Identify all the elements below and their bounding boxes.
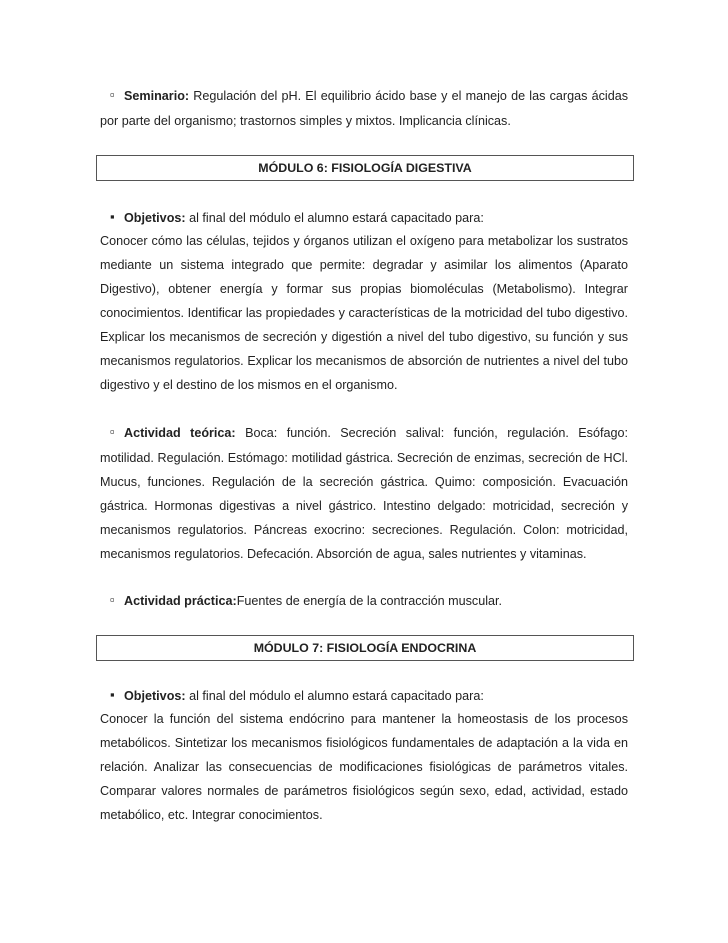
hollow-square-bullet-icon xyxy=(110,588,124,614)
module-7-title: MÓDULO 7: FISIOLOGÍA ENDOCRINA xyxy=(253,641,477,655)
objetivos-intro: al final del módulo el alumno estará capacitado para: xyxy=(185,689,484,703)
practica-label: Actividad práctica: xyxy=(124,594,237,608)
module-6-header xyxy=(96,155,634,181)
seminario-paragraph xyxy=(100,83,628,133)
module-6-title: MÓDULO 6: FISIOLOGÍA DIGESTIVA xyxy=(258,161,472,175)
hollow-square-bullet-icon xyxy=(110,83,124,109)
seminario-text: Regulación del pH. El equilibrio ácido base y el manejo de las cargas ácidas por parte del organismo; trastornos simples y mixtos. Implicancia clínicas. xyxy=(100,89,628,128)
module-6-teorica-paragraph xyxy=(100,420,628,566)
teorica-label: Actividad teórica: xyxy=(124,426,236,440)
filled-square-bullet-icon xyxy=(110,205,124,231)
teorica-text: Boca: función. Secreción salival: función, regulación. Esófago: motilidad. Regulación. Estómago: motilidad gástrica. Secreción de enzimas, secreción de HCl. Mucus, funciones. Regulación de la secreción gástrica. Quimo: composición. Evacuación gástrica. Hormonas digestivas a nivel gástrico. Intestino delgado: motricidad, secreción y mecanismos regulatorios. Páncreas exocrino: secreciones. Regulación. Colon: motricidad, mecanismos regulatorios. Defecación. Absorción de agua, sales nutrientes y vitaminas. xyxy=(100,426,628,561)
module-7-objetivos-heading xyxy=(100,683,628,709)
practica-text: Fuentes de energía de la contracción muscular. xyxy=(236,594,503,608)
seminario-label: Seminario: xyxy=(124,89,190,103)
module-6-objetivos-text: Conocer cómo las células, tejidos y órganos utilizan el oxígeno para metabolizar los sustratos mediante un sistema integrado que permite: degradar y asimilar los alimentos (Aparato Digestivo), obtener energía y formar sus propias biomoléculas (Metabolismo). Integrar conocimientos. Identificar las propiedades y características de la motricidad del tubo digestivo. Explicar los mecanismos de secreción y digestión a nivel del tubo digestivo, su función y sus mecanismos regulatorios. Explicar los mecanismos de absorción de nutrientes a nivel del tubo digestivo y el destino de los mismos en el organismo. xyxy=(100,234,628,392)
objetivos-intro: al final del módulo el alumno estará capacitado para: xyxy=(185,211,484,225)
module-6-objetivos-heading xyxy=(100,205,628,231)
filled-square-bullet-icon xyxy=(110,683,124,709)
objetivos-label: Objetivos: xyxy=(124,211,186,225)
module-7-objetivos-text: Conocer la función del sistema endócrino para mantener la homeostasis de los procesos metabólicos. Sintetizar los mecanismos fisiológicos fundamentales de adaptación a la vida en relación. Analizar las consecuencias de modificaciones fisiológicas de parámetros vitales. Comparar valores normales de parámetros fisiológicos según sexo, edad, actividad, estado metabólico, etc. Integrar conocimientos. xyxy=(100,712,628,822)
hollow-square-bullet-icon xyxy=(110,420,124,446)
objetivos-label: Objetivos: xyxy=(124,689,186,703)
module-6-practica-paragraph xyxy=(100,588,628,614)
module-7-header xyxy=(96,635,634,661)
